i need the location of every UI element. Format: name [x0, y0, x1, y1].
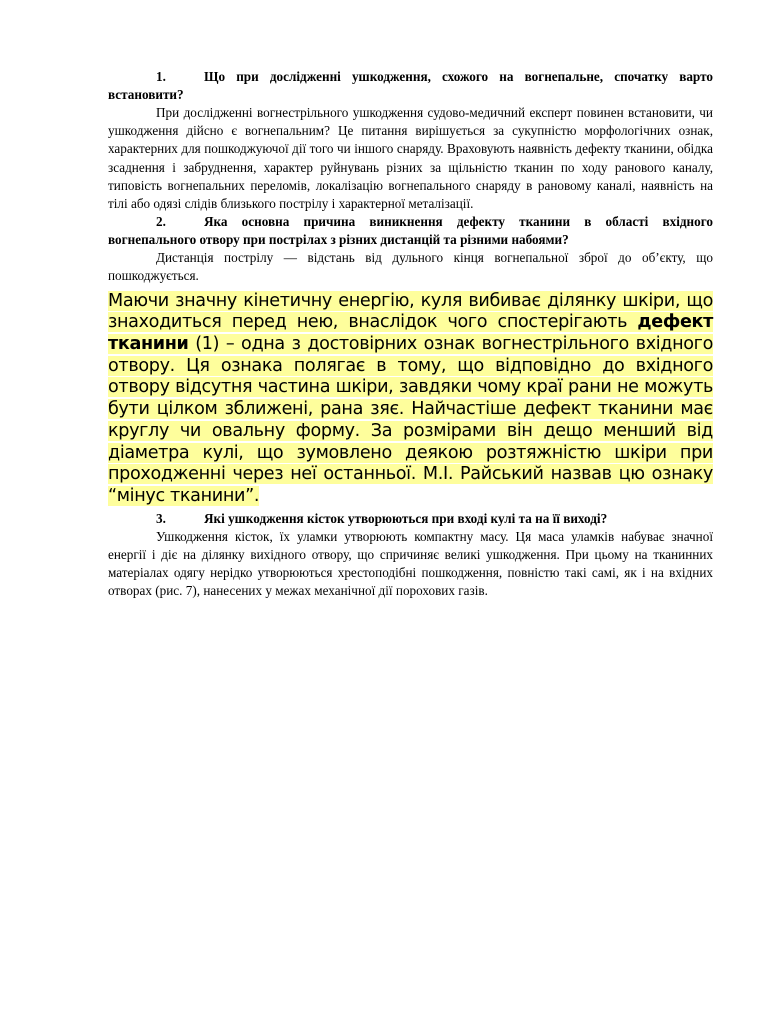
question-2-heading	[108, 213, 713, 249]
highlight-bold-term: дефект тканини	[108, 312, 713, 355]
question-2-title: Яка основна причина виникнення дефекту тканини в області вхідного вогнепального отвору при пострілах з різних дистанцій та різними набоями?	[108, 214, 713, 248]
document-page	[108, 68, 713, 600]
highlight-text-before: Маючи значну кінетичну енергію, куля вибиває ділянку шкіри, що знаходиться перед нею, внаслідок чого спостерігають	[108, 290, 713, 333]
question-1-heading	[108, 68, 713, 104]
question-2-answer: Дистанція пострілу — відстань від дульного кінця вогнепальної зброї до об’єкту, що пошкоджується.	[108, 250, 713, 284]
question-3-answer: Ушкодження кісток, їх уламки утворюють компактну масу. Ця маса уламків набуває значної енергії і діє на ділянку вихідного отвору, що спричиняє великі ушкодження. При цьому на тканинних матеріалах одягу нерідко утворюються хрестоподібні пошкодження, повністю такі самі, як і на вхідних отворах (рис. 7), нанесених у межах механічної дії порохових газів.	[108, 528, 713, 599]
question-1-title: Що при дослідженні ушкодження, схожого на вогнепальне, спочатку варто встановити?	[108, 69, 713, 102]
question-3-heading	[108, 510, 713, 528]
question-3-number: 3.	[156, 510, 166, 526]
question-3-title: Які ушкодження кісток утворюються при вході кулі та на її виході?	[204, 510, 608, 526]
question-2-number: 2.	[156, 214, 166, 230]
highlight-text-after: (1) – одна з достовірних ознак вогнестрільного вхідного отвору. Ця ознака полягає в тому, що відповідно до вхідного отвору відсутня частина шкіри, завдяки чому краї рани не можуть бути цілком зближені, рана зяє. Найчастіше дефект тканини має круглу чи овальну форму. За розмірами він дещо менший від діаметра кулі, що зумовлено деякою розтяжністю шкіри при проходженні через неї останньої. М.І. Райський назвав цю ознаку “мінус тканини”.	[108, 334, 713, 506]
highlighted-paragraph	[108, 291, 713, 508]
question-1-answer: При дослідженні вогнестрільного ушкодження судово-медичний експерт повинен встановити, чи ушкодження дійсно є вогнепальним? Це питання вирішується за сукупністю морфологічних ознак, характерних для пошкоджуючої дії того чи іншого снаряду. Враховують наявність дефекту тканини, обідка зсаднення і забруднення, характер руйнувань різних за щільністю тканин по ходу ранового каналу, типовість вогнепальних переломів, локалізацію вогнепального снаряду в рановому каналі, наявність на тілі або одязі слідів близького пострілу і характерної металізації.	[108, 105, 713, 212]
question-1-number: 1.	[156, 69, 166, 84]
